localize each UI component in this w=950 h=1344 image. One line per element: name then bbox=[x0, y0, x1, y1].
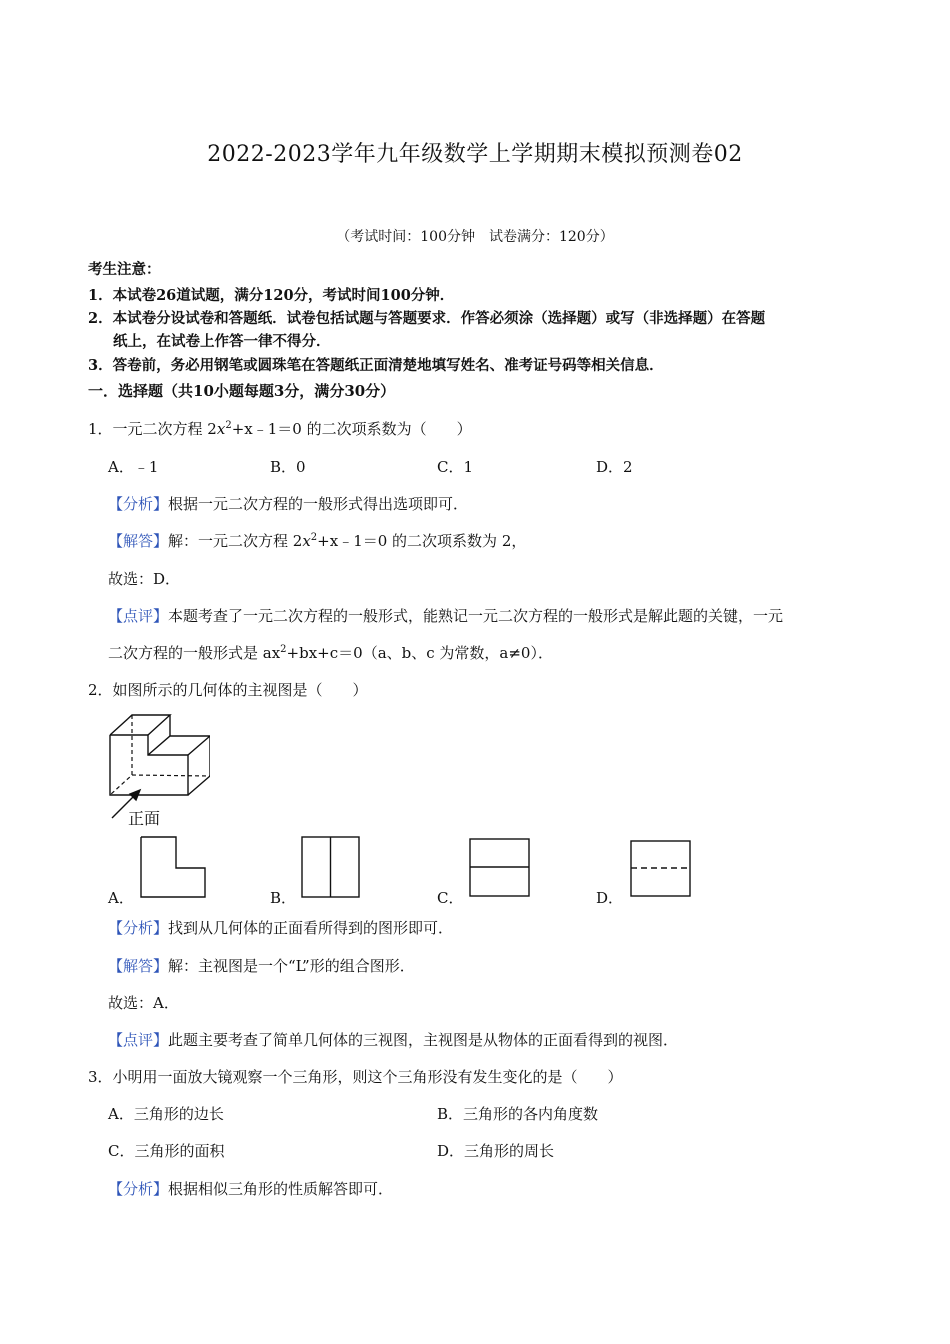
q3-option-d[interactable]: D．三角形的周长 bbox=[437, 1142, 555, 1160]
q1-comment-cont: 二次方程的一般形式是 $ax^2+bx+c=0(a$、b、c 为常数，a≠0）． bbox=[108, 644, 553, 662]
front-label: 正面 bbox=[128, 809, 161, 828]
question-2-stem: 2．如图所示的几何体的主视图是（ ） bbox=[88, 681, 368, 699]
section-heading: 一．选择题（共10小题每题3分，满分30分） bbox=[88, 382, 396, 400]
q2-option-c-letter[interactable]: C． bbox=[437, 889, 464, 907]
analysis-label: 【分析】 bbox=[108, 1180, 169, 1198]
q1-option-b[interactable]: B．0 bbox=[270, 458, 306, 476]
notice-item: 2．本试卷分设试卷和答题纸．试卷包括试题与答题要求．作答必须涂（选择题）或写（非选择题）在答题 bbox=[88, 310, 766, 327]
q1-analysis: 【分析】根据一元二次方程的一般形式得出选项即可． bbox=[108, 495, 469, 513]
notice-item: 3．答卷前，务必用钢笔或圆珠笔在答题纸正面清楚地填写姓名、准考证号码等相关信息． bbox=[88, 357, 664, 374]
comment-label: 【点评】 bbox=[108, 1031, 169, 1049]
exam-info: （考试时间：100分钟 试卷满分：120分） bbox=[336, 229, 614, 245]
q2-answer: 【解答】解：主视图是一个“L”形的组合图形． bbox=[108, 957, 415, 975]
question-3-stem: 3．小明用一面放大镜观察一个三角形，则这个三角形没有发生变化的是（ ） bbox=[88, 1068, 623, 1086]
q2-option-a-letter[interactable]: A． bbox=[108, 889, 134, 907]
q2-option-c-figure[interactable] bbox=[469, 838, 531, 898]
answer-label: 【解答】 bbox=[108, 532, 169, 550]
q3-option-b[interactable]: B．三角形的各内角度数 bbox=[437, 1105, 599, 1123]
notice-heading: 考生注意： bbox=[88, 261, 161, 278]
q3-analysis: 【分析】根据相似三角形的性质解答即可． bbox=[108, 1180, 394, 1198]
question-1-stem: 1．一元二次方程 $2x^2+x﹣1=0$ 的二次项系数为（ ） bbox=[88, 420, 472, 438]
q2-option-d-figure[interactable] bbox=[630, 840, 692, 898]
q2-option-d-letter[interactable]: D． bbox=[596, 889, 624, 907]
q3-option-a[interactable]: A．三角形的边长 bbox=[108, 1105, 224, 1123]
q2-choice: 故选：A． bbox=[108, 994, 179, 1012]
q2-option-b-figure[interactable] bbox=[301, 836, 361, 898]
q2-analysis: 【分析】找到从几何体的正面看所得到的图形即可． bbox=[108, 919, 454, 937]
notice-item: 1．本试卷26道试题，满分120分，考试时间100分钟． bbox=[88, 287, 455, 304]
q1-answer: 【解答】解：一元二次方程 $2x^2+x﹣1=0$ 的二次项系数为 2， bbox=[108, 532, 527, 550]
page-title: 2022-2023学年九年级数学上学期期末模拟预测卷02 bbox=[207, 142, 743, 167]
q1-choice: 故选：D． bbox=[108, 570, 181, 588]
analysis-label: 【分析】 bbox=[108, 495, 169, 513]
q2-option-a-figure[interactable] bbox=[140, 836, 208, 898]
answer-label: 【解答】 bbox=[108, 957, 169, 975]
q2-option-b-letter[interactable]: B． bbox=[270, 889, 297, 907]
q1-option-d[interactable]: D．2 bbox=[596, 458, 633, 476]
notice-item: 纸上，在试卷上作答一律不得分． bbox=[113, 333, 331, 350]
q1-comment: 【点评】本题考查了一元二次方程的一般形式，能熟记一元二次方程的一般形式是解此题的关键，一元 bbox=[108, 607, 784, 625]
analysis-label: 【分析】 bbox=[108, 919, 169, 937]
q1-option-a[interactable]: A．﹣1 bbox=[108, 458, 159, 476]
q2-comment: 【点评】此题主要考查了简单几何体的三视图，主视图是从物体的正面看得到的视图． bbox=[108, 1031, 679, 1049]
q3-option-c[interactable]: C．三角形的面积 bbox=[108, 1142, 225, 1160]
comment-label: 【点评】 bbox=[108, 607, 169, 625]
q1-option-c[interactable]: C．1 bbox=[437, 458, 474, 476]
